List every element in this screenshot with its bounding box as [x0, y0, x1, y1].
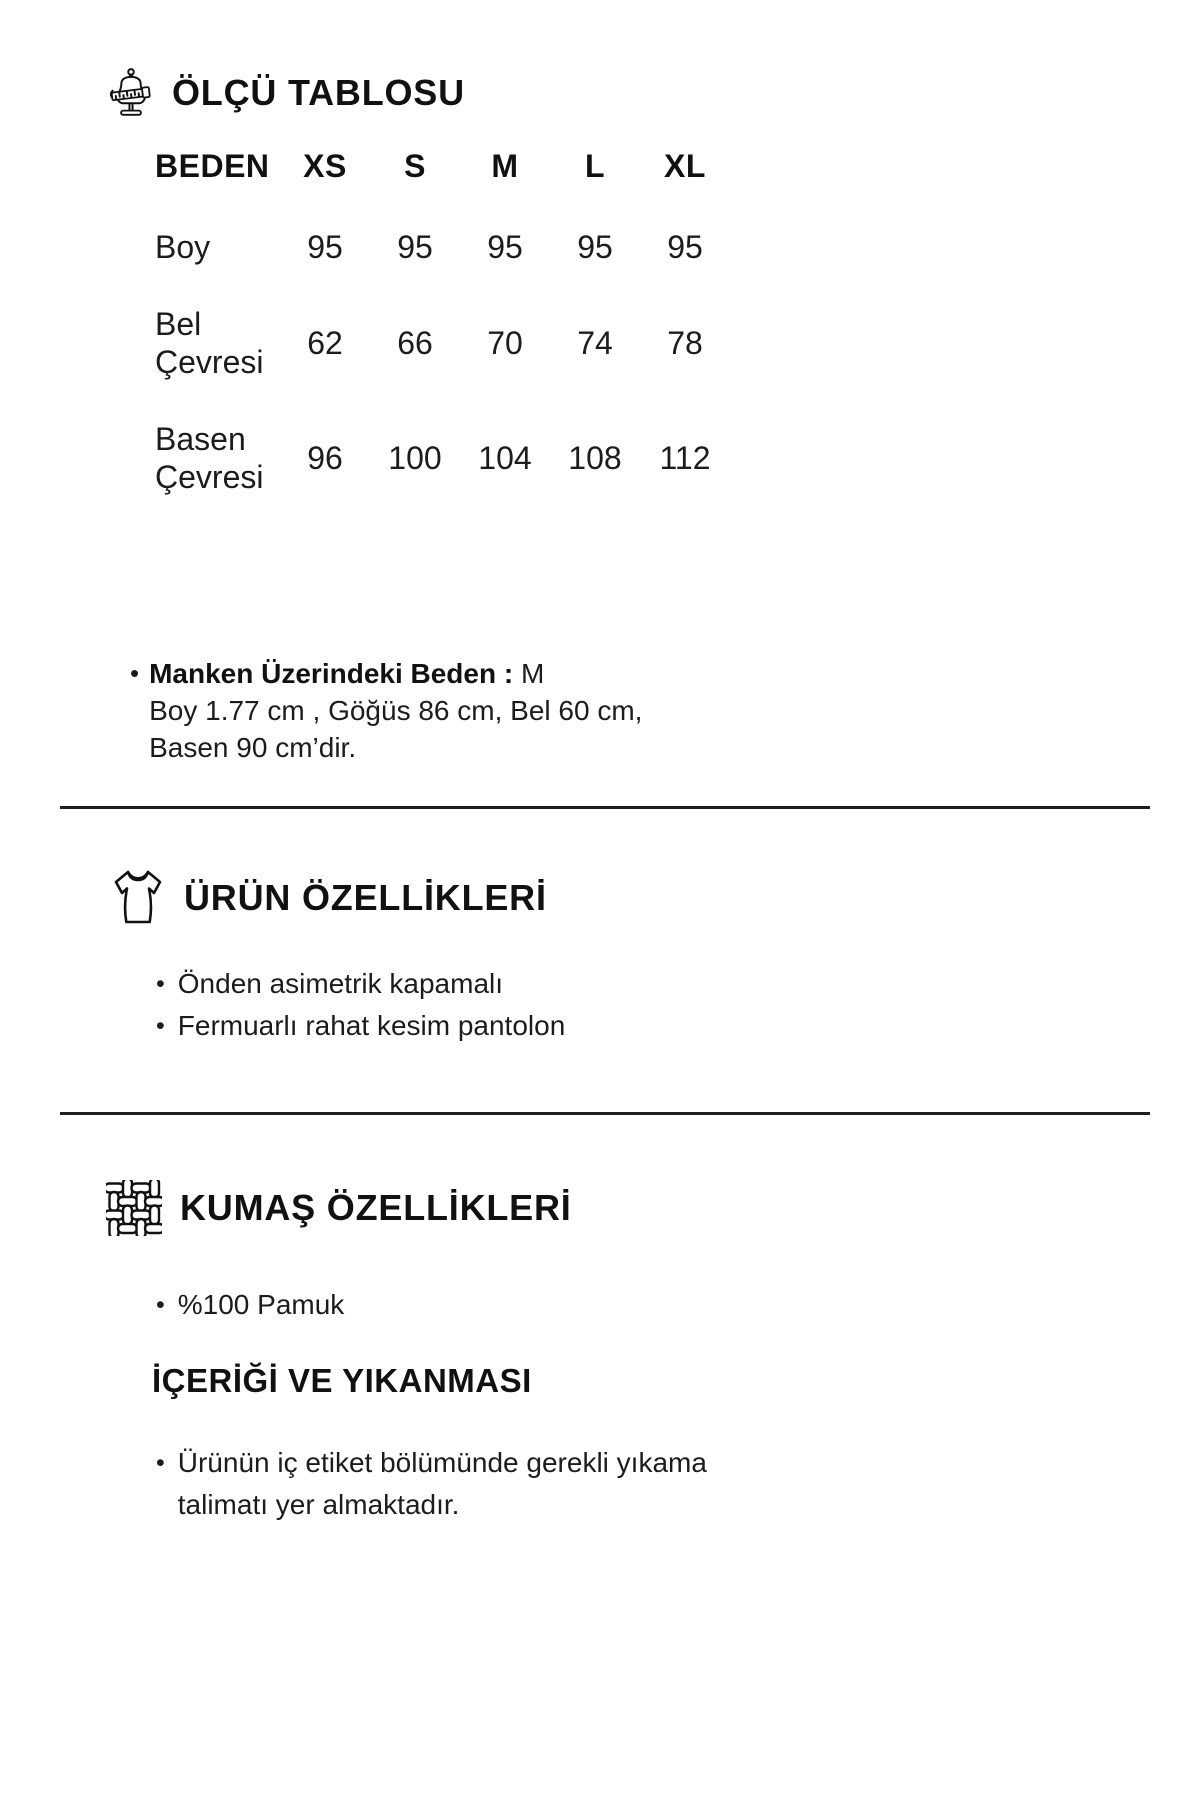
list-item — [156, 1284, 344, 1326]
bullet-icon: • — [156, 1449, 165, 1477]
fabric-title: KUMAŞ ÖZELLİKLERİ — [180, 1187, 572, 1228]
size-table-title: ÖLÇÜ TABLOSU — [172, 72, 465, 113]
size-table-cell: 104 — [478, 440, 532, 476]
fabric-content-list — [156, 1284, 344, 1326]
size-table-row — [155, 190, 730, 303]
bullet-icon: • — [156, 1012, 165, 1040]
size-table-cell: 74 — [577, 325, 613, 361]
size-table — [155, 148, 730, 533]
bullet-icon: • — [156, 1291, 165, 1319]
model-size-note — [130, 655, 642, 766]
size-table-cell: 62 — [307, 325, 343, 361]
care-subheading: İÇERİĞİ VE YIKANMASI — [152, 1362, 532, 1399]
size-table-cell: 95 — [487, 228, 523, 265]
bullet-icon: • — [130, 658, 140, 688]
size-table-cell: 96 — [307, 440, 343, 476]
bullet-icon: • — [156, 970, 165, 998]
size-table-cell: 112 — [659, 440, 711, 476]
size-table-header-cell: XS — [303, 148, 347, 184]
list-item-text: %100 Pamuk — [177, 1289, 345, 1320]
size-table-cell: 70 — [487, 325, 523, 361]
section-divider — [60, 806, 1150, 809]
size-table-row — [155, 303, 730, 383]
model-size-line — [149, 655, 642, 692]
list-item-text: Önden asimetrik kapamalı — [177, 968, 504, 999]
size-table-cell: 95 — [667, 228, 703, 265]
list-item — [156, 1005, 565, 1047]
tshirt-icon — [110, 868, 166, 928]
size-table-cell: 100 — [388, 440, 442, 476]
model-hip-line: Basen 90 cm’dir. — [149, 732, 357, 763]
size-table-section-header — [108, 62, 465, 124]
fabric-weave-icon — [106, 1180, 162, 1236]
size-table-cell: 95 — [397, 228, 433, 265]
model-size-label: Manken Üzerindeki Beden : — [149, 658, 514, 689]
fabric-section-header — [106, 1180, 572, 1236]
model-measurements-line: Boy 1.77 cm , Göğüs 86 cm, Bel 60 cm, — [149, 695, 643, 726]
product-features-section-header — [110, 868, 547, 928]
product-features-title: ÜRÜN ÖZELLİKLERİ — [184, 877, 547, 918]
size-table-header-row — [155, 148, 730, 190]
size-table-cell: 66 — [397, 325, 433, 361]
size-table-cell: 95 — [307, 228, 343, 265]
list-item-text: Ürünün iç etiket bölümünde gerekli yıkama talimatı yer almaktadır. — [177, 1447, 707, 1520]
list-item — [156, 1442, 798, 1526]
product-features-list — [156, 963, 565, 1047]
size-table-row-label: Boy — [155, 228, 211, 265]
mannequin-measure-icon — [108, 62, 154, 124]
model-size-note-body — [149, 655, 642, 766]
size-table-cell: 95 — [577, 228, 613, 265]
size-table-cell: 108 — [568, 440, 622, 476]
size-table-cell: 78 — [667, 325, 703, 361]
size-table-row-label: Bel Çevresi — [155, 306, 264, 380]
size-table-header-cell: M — [491, 148, 519, 184]
size-table-header-cell: XL — [664, 148, 706, 184]
size-table-row-label: Basen Çevresi — [155, 421, 264, 495]
size-table-header-cell: S — [404, 148, 426, 184]
size-table-row — [155, 383, 730, 533]
care-instructions-list — [156, 1442, 798, 1526]
list-item — [156, 963, 565, 1005]
size-table-header-cell: BEDEN — [155, 148, 270, 184]
list-item-text: Fermuarlı rahat kesim pantolon — [177, 1010, 566, 1041]
model-size-value: M — [513, 658, 545, 689]
section-divider — [60, 1112, 1150, 1115]
size-table-header-cell: L — [584, 148, 606, 184]
